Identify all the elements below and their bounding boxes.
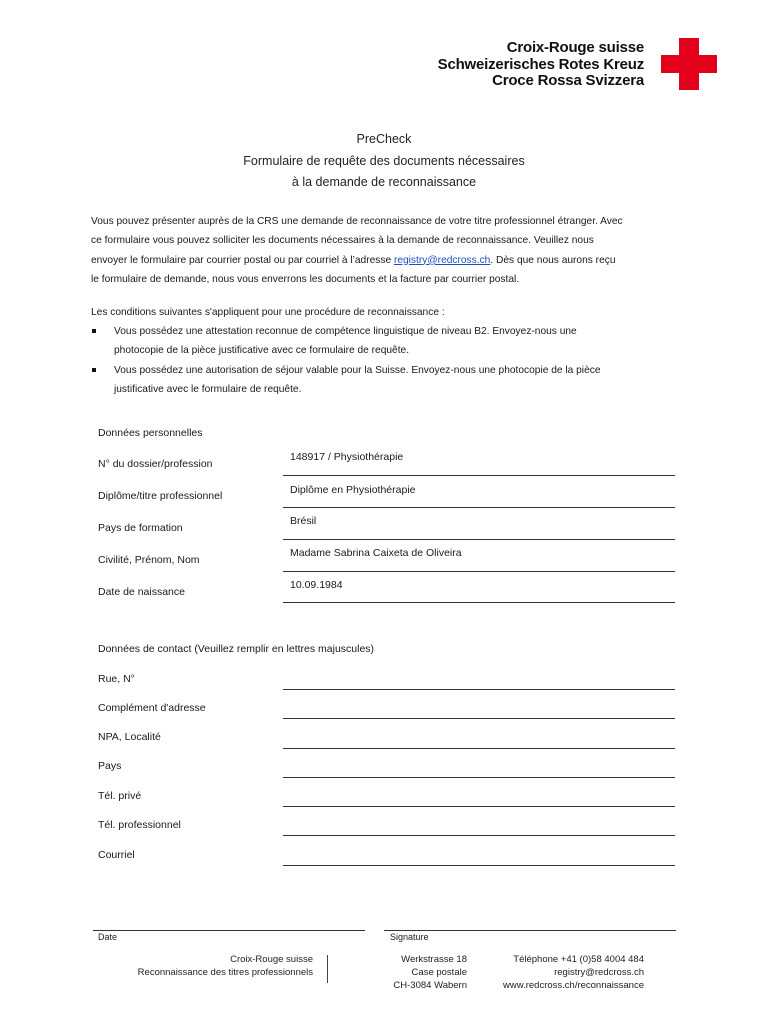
field-label-file-number: N° du dossier/profession [98,458,213,470]
intro-line-1: Vous pouvez présenter auprès de la CRS une demande de reconnaissance de votre titre professionnel étranger. Avec [91,216,623,227]
bullet-1-line-1: Vous possédez une attestation reconnue de compétence linguistique de niveau B2. Envoyez-nous une [114,326,577,337]
registry-email-link[interactable]: registry@redcross.ch [393,254,491,266]
conditions-heading-text: Les conditions suivantes s'appliquent pour une procédure de reconnaissance : [91,307,445,318]
address-complement-underline [283,718,675,719]
bullet-square-icon [92,368,96,372]
full-name-value[interactable]: Madame Sabrina Caixeta de Oliveira [290,547,462,559]
field-label-address-complement: Complément d'adresse [98,702,206,714]
private-phone-underline [283,806,675,807]
field-label-training-country: Pays de formation [98,522,183,534]
bullet-2-line-2: justificative avec le formulaire de requête. [114,383,302,395]
full-name-underline [283,571,675,572]
conditions-heading [91,303,691,322]
footer-website: www.redcross.ch/reconnaissance [503,980,644,991]
date-label: Date [98,932,118,942]
footer-org-block [138,953,313,979]
field-label-birth-date: Date de naissance [98,586,185,598]
street-underline [283,689,675,690]
intro-line-3 [91,251,691,270]
birth-date-underline [283,602,675,603]
field-label-country: Pays [98,760,122,772]
footer-address-block [393,953,467,992]
bullet-1-line-2: photocopie de la pièce justificative avec ce formulaire de requête. [114,345,410,357]
personal-data-heading: Données personnelles [98,427,203,439]
email-underline [283,865,675,866]
date-signature-line [93,930,365,931]
work-phone-underline [283,835,675,836]
footer-street: Werkstrasse 18 [401,954,467,965]
bullet-square-icon [92,329,96,333]
intro-paragraph [91,212,691,289]
diploma-value[interactable]: Diplôme en Physiothérapie [290,484,416,496]
footer-email: registry@redcross.ch [554,967,644,978]
field-label-full-name: Civilité, Prénom, Nom [98,554,200,566]
footer-po-box: Case postale [411,967,467,978]
file-number-value[interactable]: 148917 / Physiothérapie [290,451,404,463]
org-name-it: Croce Rossa Svizzera [492,72,644,89]
field-label-private-phone: Tél. privé [98,790,142,802]
field-label-email: Courriel [98,849,135,861]
field-label-work-phone: Tél. professionnel [98,819,181,831]
title-line-3: à la demande de reconnaissance [291,175,477,189]
conditions-list [91,322,691,399]
org-name-de: Schweizerisches Rotes Kreuz [437,55,644,73]
file-number-underline [283,475,675,476]
list-item [91,361,691,400]
org-name-fr: Croix-Rouge suisse [506,39,644,56]
footer-department: Reconnaissance des titres professionnels [137,967,313,978]
birth-date-value[interactable]: 10.09.1984 [290,579,343,591]
field-label-postal-city: NPA, Localité [98,731,161,743]
postal-city-underline [283,748,675,749]
contact-data-heading: Données de contact (Veuillez remplir en lettres majuscules) [98,643,375,655]
field-label-diploma: Diplôme/titre professionnel [98,490,223,502]
diploma-underline [283,507,675,508]
footer-contact-block [503,953,644,992]
field-label-street: Rue, N° [98,673,135,685]
signature-line[interactable] [384,930,676,931]
title-line-2: Formulaire de requête des documents nécessaires [243,153,525,168]
org-name-block [438,40,644,90]
intro-line-3-start: envoyer le formulaire par courrier postal ou par courriel à l’adresse [91,254,394,266]
signature-label: Signature [390,932,429,942]
training-country-value[interactable]: Brésil [290,515,317,527]
footer-divider [327,955,328,983]
footer-phone: Téléphone +41 (0)58 4004 484 [513,954,644,965]
country-underline [283,777,675,778]
document-title [0,129,768,194]
title-line-1: PreCheck [356,132,412,146]
bullet-2-line-1: Vous possédez une autorisation de séjour valable pour la Suisse. Envoyez-nous une photocopie de la pièce [114,364,601,376]
training-country-underline [283,539,675,540]
footer-city: CH-3084 Wabern [393,980,467,991]
intro-line-2: ce formulaire vous pouvez solliciter les documents nécessaires à la demande de reconnaissance. Veuillez nous [91,235,594,247]
footer-org-name: Croix-Rouge suisse [230,954,313,965]
red-cross-logo-icon [661,38,717,90]
intro-line-4: le formulaire de demande, nous vous enverrons les documents et la facture par courrier postal. [91,273,520,285]
list-item [91,322,691,361]
intro-line-3-end: . Dès que nous aurons reçu [490,254,616,266]
